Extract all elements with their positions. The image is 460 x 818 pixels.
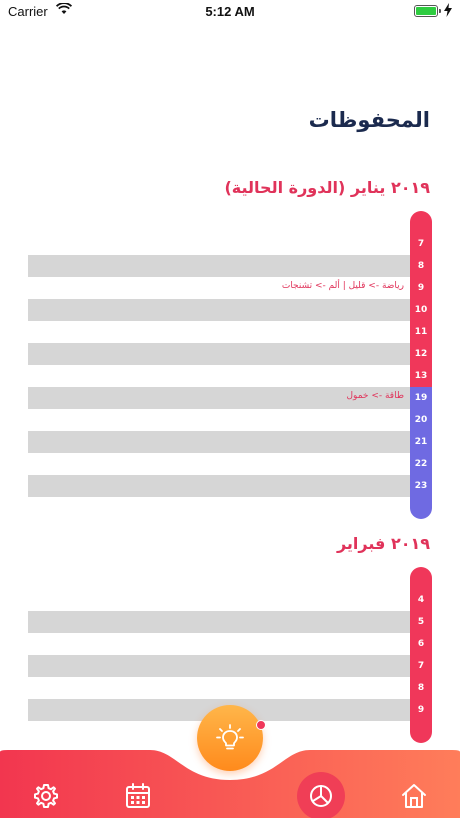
day-row[interactable] — [28, 299, 410, 321]
history-nav-button[interactable] — [301, 776, 341, 816]
day-number: 8 — [410, 677, 432, 699]
chart-icon — [307, 782, 335, 810]
notification-dot — [256, 720, 266, 730]
settings-nav-button[interactable] — [26, 776, 66, 816]
day-row[interactable] — [28, 431, 410, 453]
day-row[interactable] — [28, 589, 410, 611]
day-row[interactable] — [28, 321, 410, 343]
day-number: 21 — [410, 431, 432, 453]
day-strip — [410, 211, 432, 519]
day-row[interactable] — [28, 655, 410, 677]
day-number: 12 — [410, 343, 432, 365]
day-number: 6 — [410, 633, 432, 655]
charging-icon — [444, 3, 452, 17]
day-number: 10 — [410, 299, 432, 321]
calendar-icon — [124, 782, 152, 810]
day-number: 7 — [410, 233, 432, 255]
month-title: ٢٠١٩ يناير (الدورة الحالية) — [224, 178, 430, 197]
day-number: 23 — [410, 475, 432, 497]
page-title: المحفوظات — [308, 108, 430, 132]
day-row[interactable] — [28, 453, 410, 475]
day-strip — [410, 567, 432, 743]
day-note: رياضة -> قليل | ألم -> تشنجات — [281, 281, 404, 291]
day-note: طاقة -> خمول — [346, 391, 404, 401]
day-row[interactable] — [28, 611, 410, 633]
status-time: 5:12 AM — [205, 4, 255, 19]
home-icon — [400, 782, 428, 810]
day-strip-cap — [410, 567, 432, 589]
day-row[interactable] — [28, 475, 410, 497]
gear-icon — [32, 782, 60, 810]
day-row[interactable] — [28, 343, 410, 365]
day-number: 7 — [410, 655, 432, 677]
day-number: 8 — [410, 255, 432, 277]
day-row[interactable] — [28, 633, 410, 655]
day-number: 20 — [410, 409, 432, 431]
day-number: 4 — [410, 589, 432, 611]
day-row[interactable] — [28, 409, 410, 431]
month-title: ٢٠١٩ فبراير — [336, 534, 430, 553]
tips-fab-button[interactable] — [197, 705, 263, 771]
battery-icon — [414, 5, 438, 17]
day-row[interactable] — [28, 387, 410, 409]
day-row[interactable] — [28, 233, 410, 255]
day-row[interactable] — [28, 365, 410, 387]
status-bar — [0, 0, 460, 24]
day-strip-cap — [410, 497, 432, 519]
day-strip-cap — [410, 211, 432, 233]
lightbulb-icon — [215, 723, 245, 753]
day-row[interactable] — [28, 677, 410, 699]
day-number: 5 — [410, 611, 432, 633]
day-number: 11 — [410, 321, 432, 343]
day-row[interactable] — [28, 277, 410, 299]
day-number: 19 — [410, 387, 432, 409]
day-number: 22 — [410, 453, 432, 475]
calendar-nav-button[interactable] — [118, 776, 158, 816]
carrier-label: Carrier — [8, 4, 48, 19]
day-number: 9 — [410, 277, 432, 299]
day-row[interactable] — [28, 255, 410, 277]
day-number: 9 — [410, 699, 432, 721]
day-number: 13 — [410, 365, 432, 387]
home-nav-button[interactable] — [394, 776, 434, 816]
